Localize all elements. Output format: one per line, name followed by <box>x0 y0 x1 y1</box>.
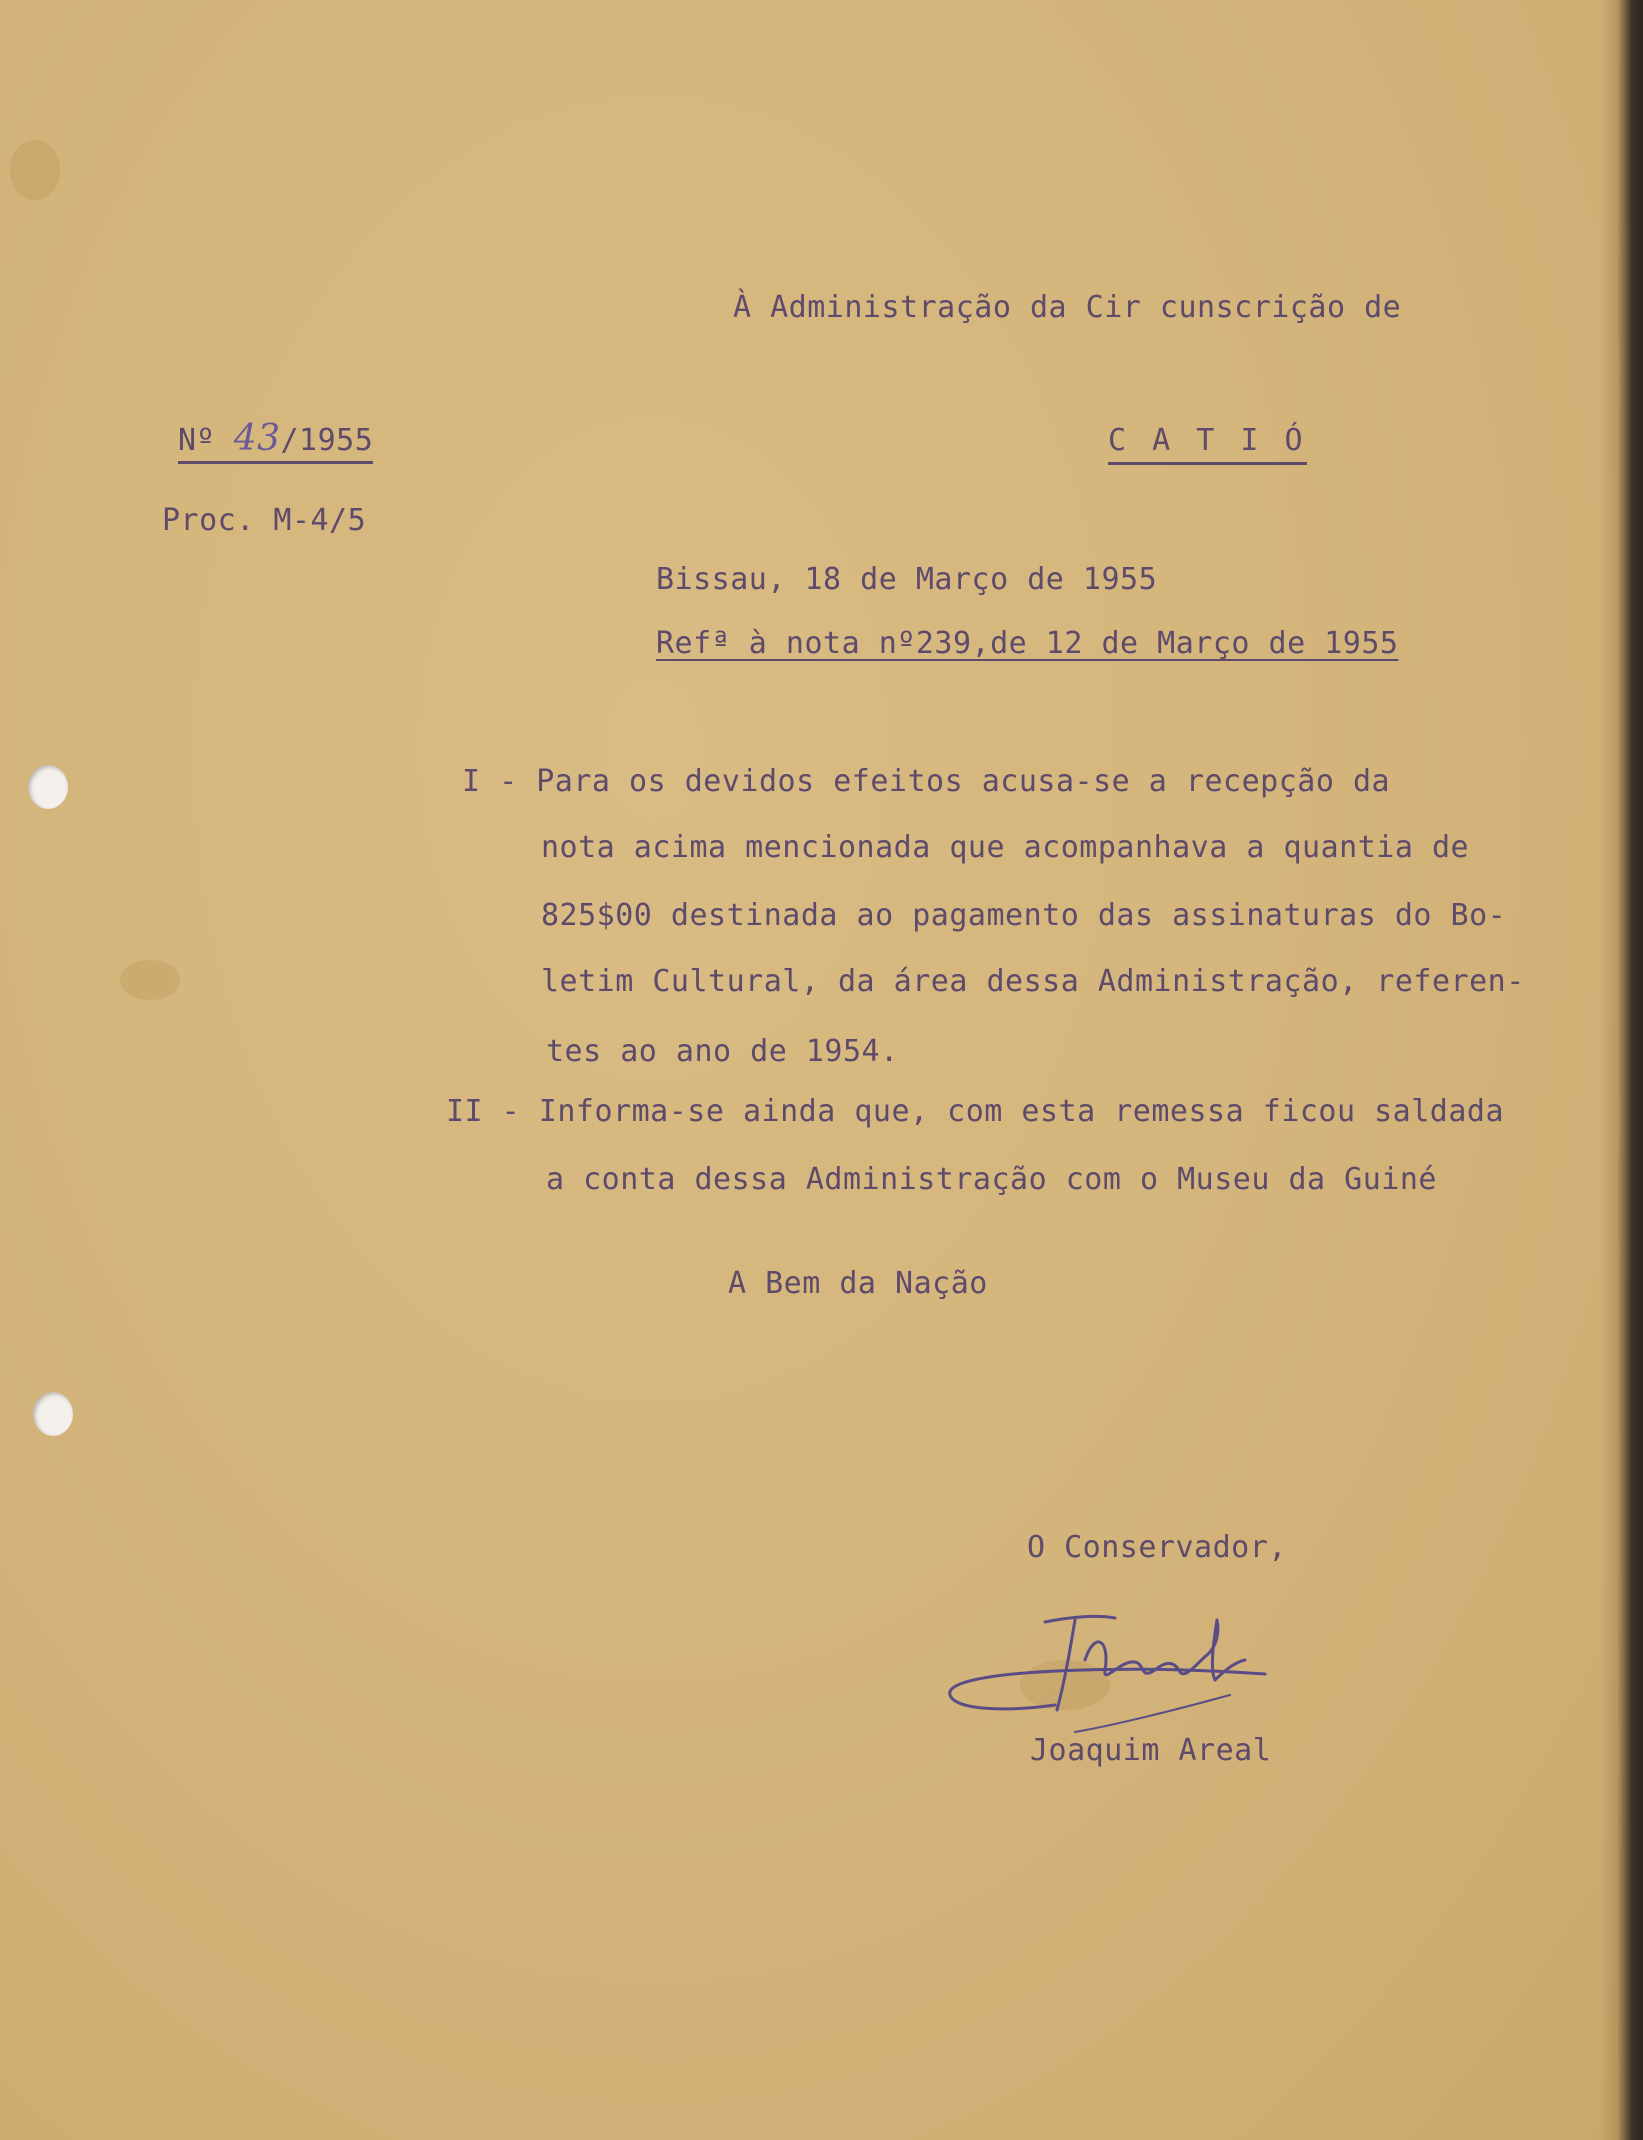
paragraph-1-line: letim Cultural, da área dessa Administração, referen- <box>541 964 1525 999</box>
reference-number-prefix: Nº <box>178 423 216 458</box>
signatory-title: O Conservador, <box>1027 1530 1287 1565</box>
process-number: Proc. M-4/5 <box>162 503 367 538</box>
punch-hole <box>28 765 68 809</box>
paragraph-1-line: 825$00 destinada ao pagamento das assinaturas do Bo- <box>541 898 1507 933</box>
date-line: Bissau, 18 de Março de 1955 <box>656 562 1158 597</box>
reference-number-year: /1955 <box>280 423 374 458</box>
addressee-line: À Administração da Cir cunscrição de <box>733 290 1402 325</box>
paragraph-2-line: a conta dessa Administração com o Museu da Guiné <box>546 1162 1437 1197</box>
scan-edge <box>1600 0 1643 2140</box>
reference-number <box>178 418 373 464</box>
paper-stain <box>120 960 180 1000</box>
paragraph-2-line: II - Informa-se ainda que, com esta remessa ficou saldada <box>446 1094 1505 1129</box>
signature <box>945 1600 1275 1740</box>
reference-number-handwritten: 43 <box>233 418 281 459</box>
paragraph-1-line: tes ao ano de 1954. <box>546 1034 899 1069</box>
reference-line: Refª à nota nº239,de 12 de Março de 1955 <box>656 626 1399 661</box>
addressee-place: C A T I Ó <box>1108 423 1307 465</box>
punch-hole <box>33 1392 73 1436</box>
signatory-name: Joaquim Areal <box>1030 1733 1272 1768</box>
paper-stain <box>10 140 60 200</box>
paragraph-1-line: I - Para os devidos efeitos acusa-se a recepção da <box>462 764 1391 799</box>
paragraph-1-line: nota acima mencionada que acompanhava a quantia de <box>541 830 1470 865</box>
closing-salutation: A Bem da Nação <box>728 1266 988 1301</box>
